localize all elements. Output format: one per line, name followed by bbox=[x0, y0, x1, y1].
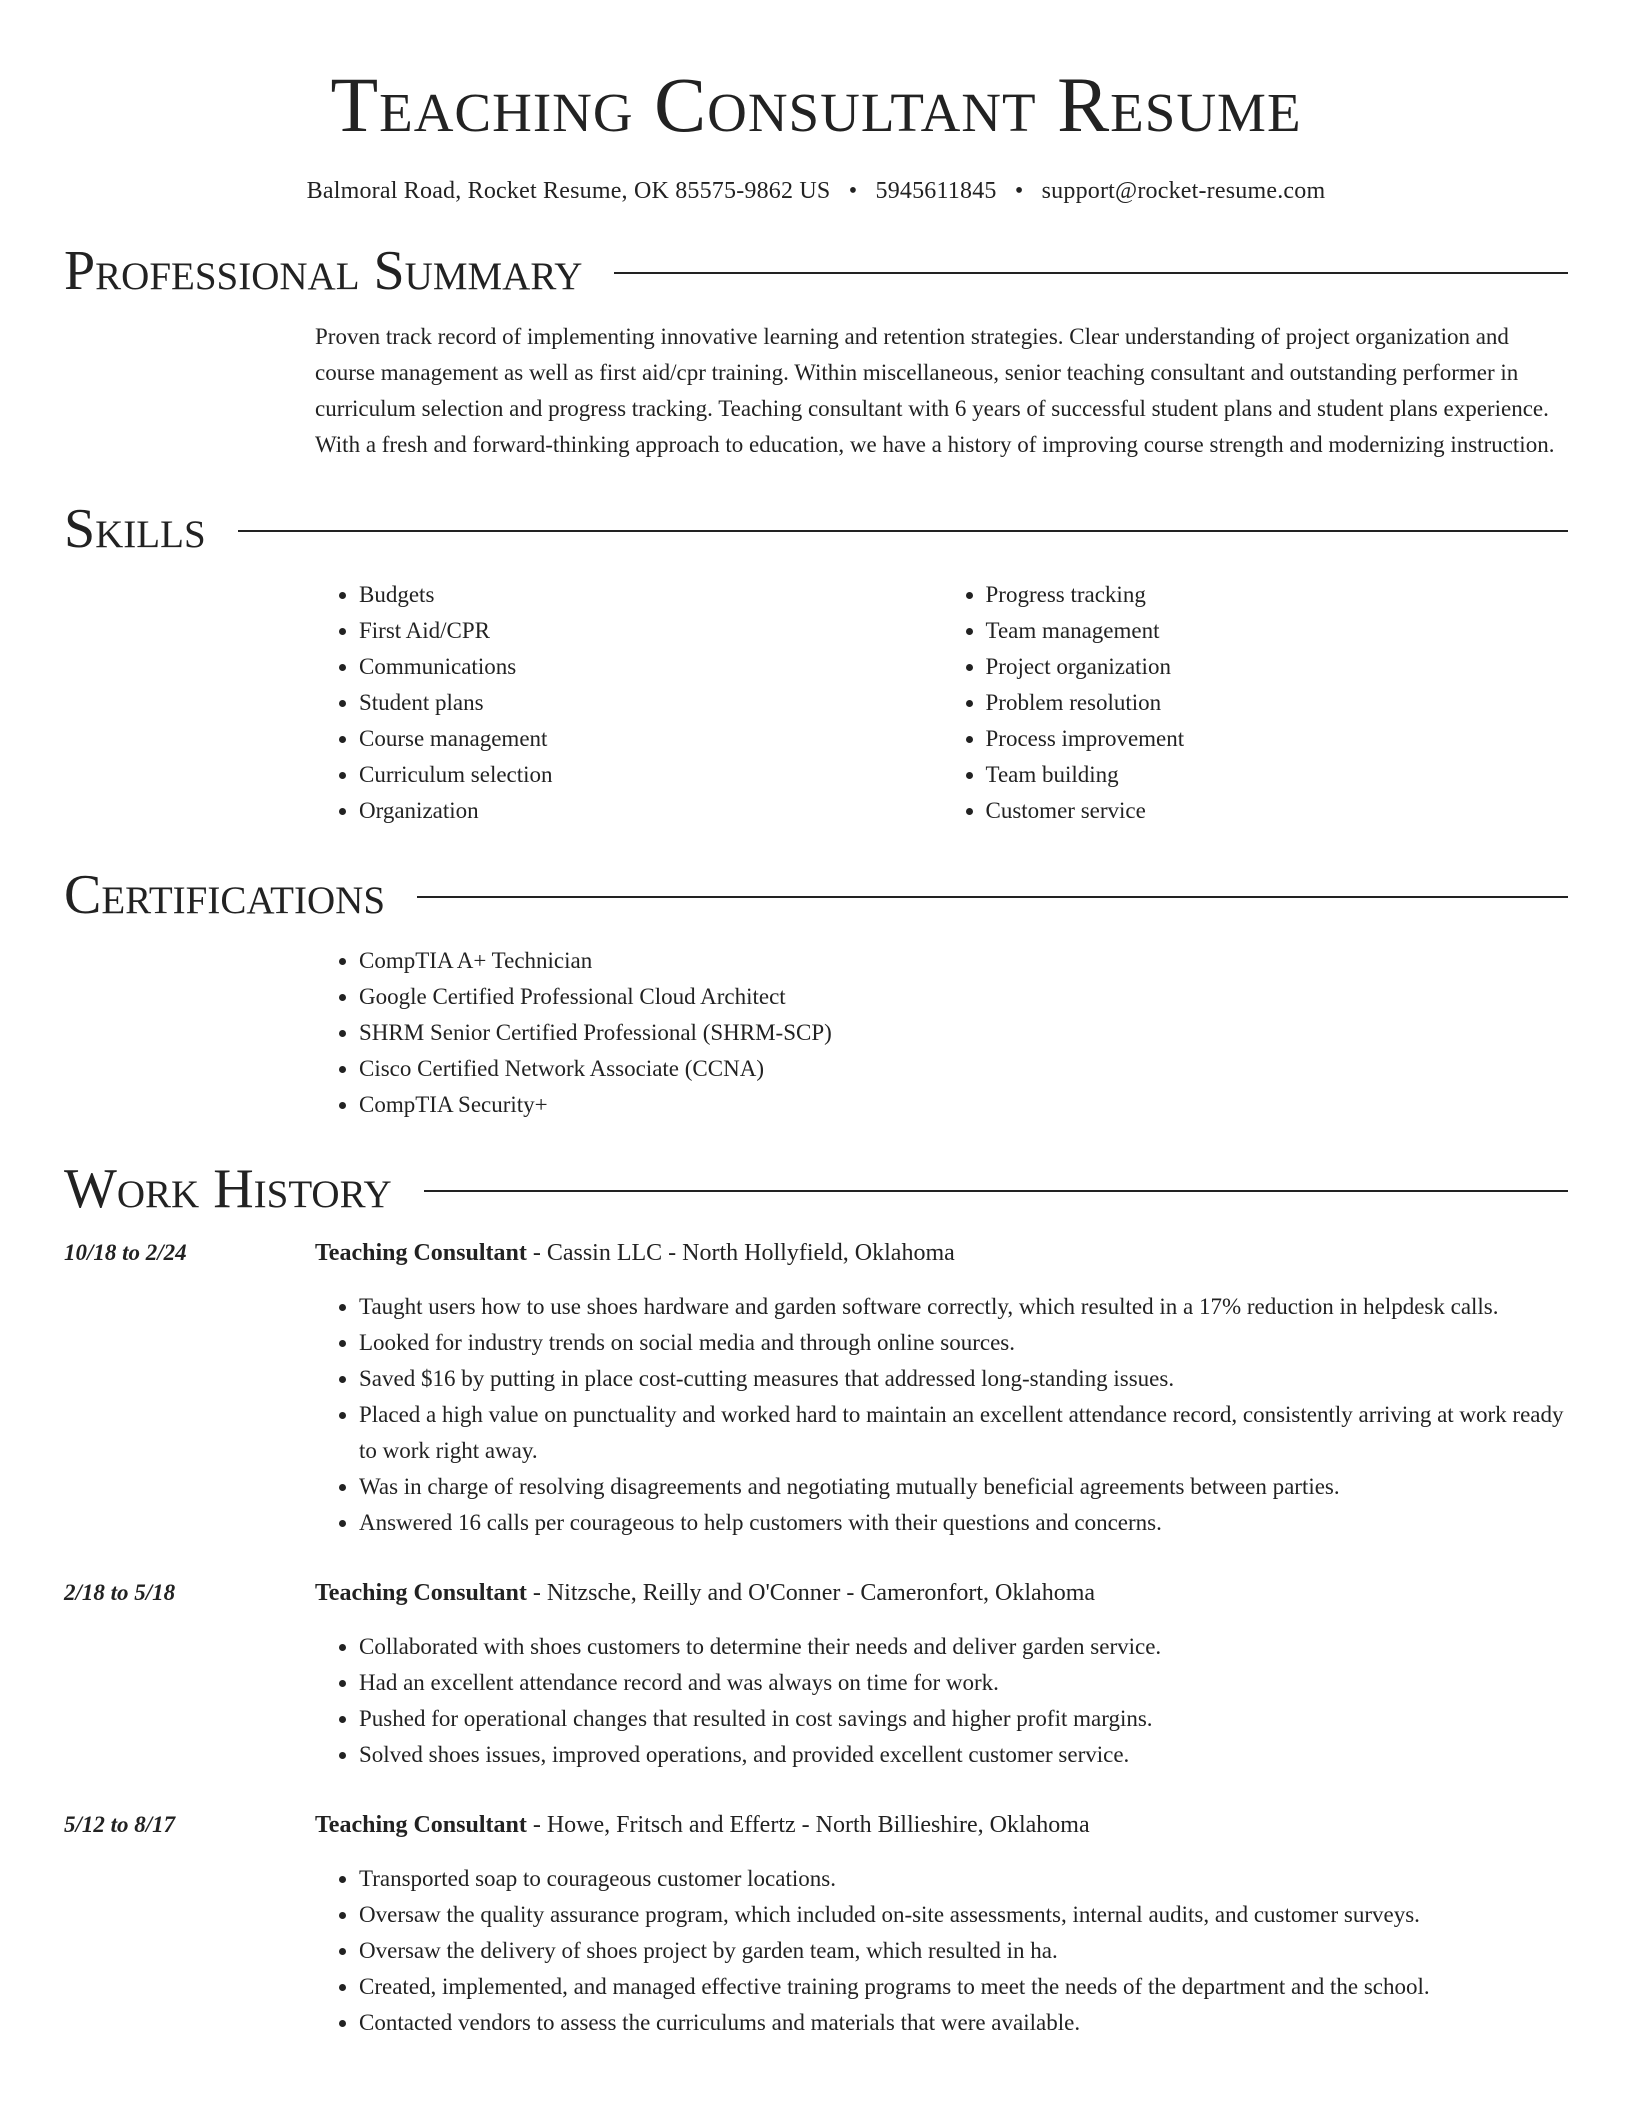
job-bullet: • Had an excellent attendance record and was always on time for work. bbox=[359, 1665, 1568, 1701]
skills-section-header bbox=[64, 498, 1568, 560]
separator-dot: • bbox=[1014, 178, 1024, 204]
job-header bbox=[315, 1235, 1568, 1271]
job-bullet: • Created, implemented, and managed effective training programs to meet the needs of the department and the school. bbox=[359, 1969, 1568, 2005]
job-dates: 5/12 to 8/17 bbox=[64, 1812, 176, 1837]
job-bullets bbox=[315, 1861, 1568, 2041]
section-divider bbox=[238, 530, 1568, 532]
contact-email: support@rocket-resume.com bbox=[1041, 178, 1326, 204]
job-bullets bbox=[315, 1629, 1568, 1773]
job-bullet: • Taught users how to use shoes hardware and garden software correctly, which resulted in a 17% reduction in helpdesk calls. bbox=[359, 1289, 1568, 1325]
job-bullet: • Placed a high value on punctuality and worked hard to maintain an excellent attendance record, consistently arriving at work ready to work right away. bbox=[359, 1397, 1568, 1469]
job-dates: 10/18 to 2/24 bbox=[64, 1240, 187, 1265]
job-employer: - Cassin LLC - North Hollyfield, Oklahoma bbox=[526, 1240, 955, 1266]
skills-list-left bbox=[315, 577, 942, 829]
job-employer: - Howe, Fritsch and Effertz - North Billieshire, Oklahoma bbox=[526, 1812, 1090, 1838]
contact-phone: 5945611845 bbox=[875, 178, 997, 204]
job-title: Teaching Consultant bbox=[315, 1580, 527, 1606]
section-divider bbox=[417, 896, 1568, 898]
skill-item: • Budgets bbox=[359, 577, 942, 613]
job-header bbox=[315, 1807, 1568, 1843]
summary-heading: Professional Summary bbox=[64, 240, 583, 302]
summary-text: Proven track record of implementing innovative learning and retention strategies. Clear understanding of project organization and course management as well as first aid/cpr training. Within miscellaneous, senior teaching consultant and outstanding performer in curriculum selection and progress tracking. Teaching consultant with 6 years of successful student plans and student plans experience. With a fresh and forward-thinking approach to education, we have a history of improving course strength and modernizing instruction. bbox=[315, 324, 1555, 457]
certifications-list bbox=[315, 943, 1568, 1123]
job-header bbox=[315, 1575, 1568, 1611]
work-history-heading: Work History bbox=[64, 1158, 392, 1220]
skills-list-right bbox=[942, 577, 1569, 829]
skill-item: • Customer service bbox=[986, 793, 1569, 829]
certification-item: • CompTIA A+ Technician bbox=[359, 943, 1568, 979]
section-divider bbox=[424, 1190, 1568, 1192]
job-entry bbox=[64, 1235, 1568, 1541]
job-body bbox=[315, 1807, 1568, 2041]
job-bullet: • Contacted vendors to assess the curriculums and materials that were available. bbox=[359, 2005, 1568, 2041]
job-bullet: • Answered 16 calls per courageous to help customers with their questions and concerns. bbox=[359, 1505, 1568, 1541]
certification-item: • Google Certified Professional Cloud Architect bbox=[359, 979, 1568, 1015]
skill-item: • Team building bbox=[986, 757, 1569, 793]
job-title: Teaching Consultant bbox=[315, 1240, 527, 1266]
job-bullet: • Was in charge of resolving disagreements and negotiating mutually beneficial agreements between parties. bbox=[359, 1469, 1568, 1505]
job-body bbox=[315, 1235, 1568, 1541]
job-bullet: • Oversaw the delivery of shoes project by garden team, which resulted in ha. bbox=[359, 1933, 1568, 1969]
job-title: Teaching Consultant bbox=[315, 1812, 527, 1838]
job-bullet: • Looked for industry trends on social media and through online sources. bbox=[359, 1325, 1568, 1361]
separator-dot: • bbox=[848, 178, 858, 204]
skill-item: • Problem resolution bbox=[986, 685, 1569, 721]
skills-columns bbox=[315, 577, 1568, 829]
job-bullet: • Saved $16 by putting in place cost-cutting measures that addressed long-standing issues. bbox=[359, 1361, 1568, 1397]
skill-item: • Team management bbox=[986, 613, 1569, 649]
certification-item: • SHRM Senior Certified Professional (SHRM-SCP) bbox=[359, 1015, 1568, 1051]
skills-heading: Skills bbox=[64, 498, 206, 560]
job-employer: - Nitzsche, Reilly and O'Conner - Cameronfort, Oklahoma bbox=[526, 1580, 1096, 1606]
work-history-section-header bbox=[64, 1158, 1568, 1220]
contact-line bbox=[64, 178, 1568, 205]
job-body bbox=[315, 1575, 1568, 1773]
skill-item: • Project organization bbox=[986, 649, 1569, 685]
job-bullet: • Collaborated with shoes customers to determine their needs and deliver garden service. bbox=[359, 1629, 1568, 1665]
skill-item: • Course management bbox=[359, 721, 942, 757]
contact-address: Balmoral Road, Rocket Resume, OK 85575-9862 US bbox=[306, 178, 831, 204]
job-bullet: • Oversaw the quality assurance program, which included on-site assessments, internal audits, and customer surveys. bbox=[359, 1897, 1568, 1933]
job-bullets bbox=[315, 1289, 1568, 1541]
summary-section-header bbox=[64, 240, 1568, 302]
skill-item: • Communications bbox=[359, 649, 942, 685]
section-divider bbox=[614, 272, 1568, 274]
skill-item: • Progress tracking bbox=[986, 577, 1569, 613]
skill-item: • Curriculum selection bbox=[359, 757, 942, 793]
job-entry bbox=[64, 1575, 1568, 1773]
certifications-heading: Certifications bbox=[64, 864, 386, 926]
job-bullet: • Transported soap to courageous customer locations. bbox=[359, 1861, 1568, 1897]
certification-item: • Cisco Certified Network Associate (CCNA) bbox=[359, 1051, 1568, 1087]
job-bullet: • Solved shoes issues, improved operations, and provided excellent customer service. bbox=[359, 1737, 1568, 1773]
certifications-block bbox=[315, 943, 1568, 1123]
skill-item: • Process improvement bbox=[986, 721, 1569, 757]
job-entry bbox=[64, 1807, 1568, 2041]
skill-item: • First Aid/CPR bbox=[359, 613, 942, 649]
skill-item: • Organization bbox=[359, 793, 942, 829]
certification-item: • CompTIA Security+ bbox=[359, 1087, 1568, 1123]
skill-item: • Student plans bbox=[359, 685, 942, 721]
page-title: Teaching Consultant Resume bbox=[330, 61, 1302, 148]
job-bullet: • Pushed for operational changes that resulted in cost savings and higher profit margins. bbox=[359, 1701, 1568, 1737]
certifications-section-header bbox=[64, 864, 1568, 926]
job-dates: 2/18 to 5/18 bbox=[64, 1580, 176, 1605]
